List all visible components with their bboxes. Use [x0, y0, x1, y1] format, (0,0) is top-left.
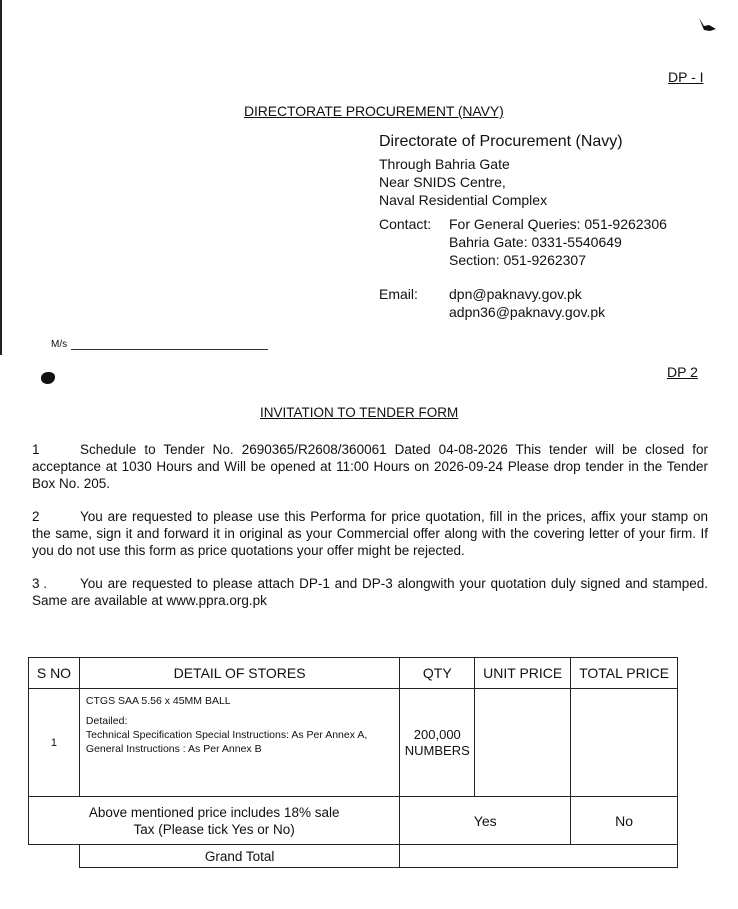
- grand-total-row: [29, 845, 678, 868]
- tax-line-1: Above mentioned price includes 18% sale: [88, 804, 340, 820]
- header-total-price: TOTAL PRICE: [571, 658, 678, 689]
- qty-value: 200,000: [413, 726, 461, 742]
- grand-total-label: Grand Total: [79, 845, 399, 868]
- detailed-label: Detailed:: [85, 715, 128, 727]
- paragraph-3: [32, 575, 708, 609]
- paragraph-1: [32, 441, 708, 492]
- contact-label: Contact:: [379, 216, 432, 232]
- table-row: [29, 689, 678, 797]
- paragraph-text: You are requested to please use this Performa for price quotation, fill in the prices, affix your stamp on the same, sign it and forward it in original as your Commercial offer along with the covering letter of your firm. If you do not use this form as price quotations your offer might be rejected.: [32, 509, 708, 558]
- grand-total-spacer: [29, 845, 80, 868]
- cell-unit-price[interactable]: [475, 689, 571, 797]
- general-instructions: General Instructions : As Per Annex B: [85, 743, 262, 755]
- qty-unit: NUMBERS: [404, 742, 470, 758]
- dp1-label: DP - I: [668, 69, 704, 85]
- pen-mark-icon: [696, 16, 718, 34]
- paragraph-text: You are requested to please attach DP-1 and DP-3 alongwith your quotation duly signed and stamped. Same are available at www.ppra.org.pk: [32, 576, 708, 608]
- paragraph-number: 1: [32, 442, 40, 457]
- contact-bahria-gate: Bahria Gate: 0331-5540649: [449, 234, 622, 250]
- paragraph-2: [32, 508, 708, 559]
- ms-label: M/s: [51, 339, 68, 350]
- cell-sno: 1: [29, 689, 80, 797]
- contact-section: Section: 051-9262307: [449, 252, 586, 268]
- item-name: CTGS SAA 5.56 x 45MM BALL: [85, 695, 231, 707]
- cell-total-price[interactable]: [571, 689, 678, 797]
- tax-statement: [29, 797, 400, 845]
- ms-blank-line: [71, 349, 268, 350]
- header-unit-price: UNIT PRICE: [475, 658, 571, 689]
- paragraph-number: 2: [32, 509, 40, 524]
- contact-general: For General Queries: 051-9262306: [449, 216, 667, 232]
- address-line-3: Naval Residential Complex: [379, 192, 548, 208]
- tax-no-option[interactable]: No: [571, 797, 678, 845]
- dp2-label: DP 2: [667, 364, 698, 380]
- paragraph-text: Schedule to Tender No. 2690365/R2608/360061 Dated 04-08-2026 This tender will be closed for acceptance at 1030 Hours and Will be opened at 11:00 Hours on 2026-09-24 Please drop tender in the Tender Box No. 205.: [32, 442, 708, 491]
- form-title: INVITATION TO TENDER FORM: [260, 405, 459, 420]
- grand-total-value[interactable]: [400, 845, 678, 868]
- header-detail: DETAIL OF STORES: [79, 658, 399, 689]
- address-line-2: Near SNIDS Centre,: [379, 174, 506, 190]
- email-1: dpn@paknavy.gov.pk: [449, 286, 582, 302]
- dp1-heading: DIRECTORATE PROCUREMENT (NAVY): [244, 103, 504, 119]
- ink-blot-icon: [41, 372, 55, 384]
- tech-spec: Technical Specification Special Instructions: As Per Annex A,: [85, 729, 368, 741]
- table-header-row: [29, 658, 678, 689]
- cell-qty: [400, 689, 475, 797]
- price-quotation-table: [28, 657, 678, 868]
- cell-detail: [79, 689, 399, 797]
- page-left-border: [0, 0, 2, 355]
- address-line-1: Through Bahria Gate: [379, 156, 510, 172]
- header-qty: QTY: [400, 658, 475, 689]
- email-2: adpn36@paknavy.gov.pk: [449, 304, 606, 320]
- header-sno: S NO: [29, 658, 80, 689]
- address-name: Directorate of Procurement (Navy): [379, 133, 623, 150]
- tax-yes-option[interactable]: Yes: [400, 797, 571, 845]
- paragraph-number: 3 .: [32, 576, 48, 591]
- tax-row: [29, 797, 678, 845]
- tax-line-2: Tax (Please tick Yes or No): [133, 821, 295, 837]
- email-label: Email:: [379, 286, 418, 302]
